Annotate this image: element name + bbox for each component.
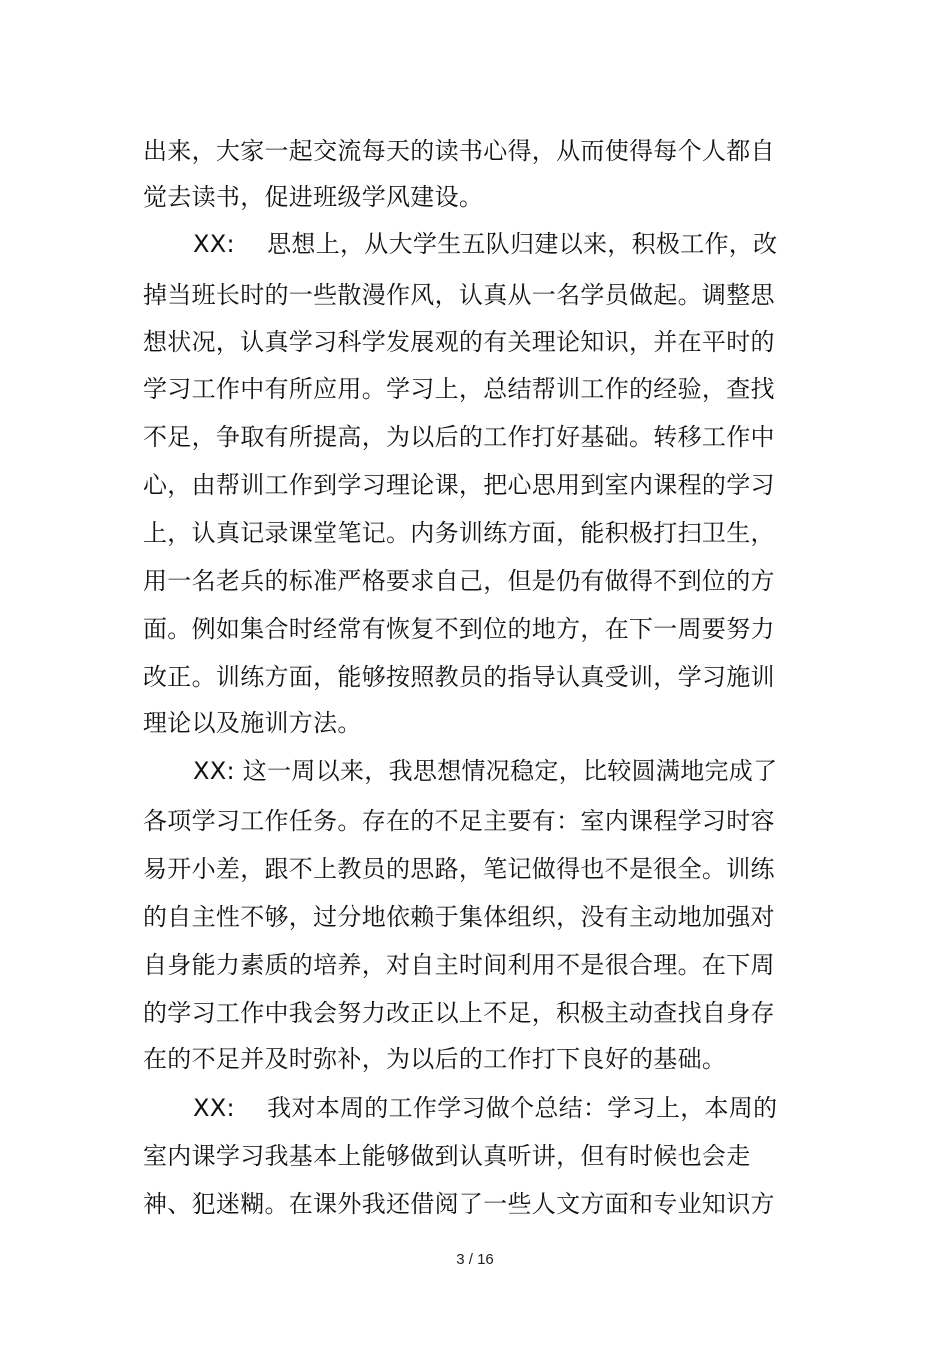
page-number: 3 / 16	[456, 1251, 494, 1268]
text-line: 理论以及施训方法。	[143, 709, 362, 737]
text-line: 掉当班长时的一些散漫作风，认真从一名学员做起。调整思	[143, 281, 775, 309]
text-line: 改正。训练方面，能够按照教员的指导认真受训，学习施训	[143, 663, 775, 691]
paragraph-start-line: XX: 我对本周的工作学习做个总结：学习上，本周的	[193, 1094, 778, 1122]
paragraph-start-line: XX: 思想上，从大学生五队归建以来，积极工作，改	[193, 230, 778, 258]
text-line: 神、犯迷糊。在课外我还借阅了一些人文方面和专业知识方	[143, 1190, 775, 1218]
text-line: 易开小差，跟不上教员的思路，笔记做得也不是很全。训练	[143, 855, 775, 883]
text-line: 学习工作中有所应用。学习上，总结帮训工作的经验，查找	[143, 375, 775, 403]
text-line: 的自主性不够，过分地依赖于集体组织，没有主动地加强对	[143, 903, 775, 931]
text-line: 上，认真记录课堂笔记。内务训练方面，能积极打扫卫生，	[143, 519, 775, 547]
text-line: 心，由帮训工作到学习理论课，把心思用到室内课程的学习	[143, 471, 775, 499]
text-line: 不足，争取有所提高，为以后的工作打好基础。转移工作中	[143, 423, 775, 451]
text-line: 自身能力素质的培养，对自主时间利用不是很合理。在下周	[143, 951, 775, 979]
text-line: 面。例如集合时经常有恢复不到位的地方，在下一周要努力	[143, 615, 775, 643]
text-line: 出来，大家一起交流每天的读书心得，从而使得每个人都自	[143, 137, 775, 165]
text-line: 在的不足并及时弥补，为以后的工作打下良好的基础。	[143, 1045, 727, 1073]
paragraph-start-line: XX: 这一周以来，我思想情况稳定，比较圆满地完成了	[193, 757, 778, 785]
text-line: 用一名老兵的标准严格要求自己，但是仍有做得不到位的方	[143, 567, 775, 595]
text-line: 想状况，认真学习科学发展观的有关理论知识，并在平时的	[143, 328, 775, 356]
text-line: 各项学习工作任务。存在的不足主要有：室内课程学习时容	[143, 807, 775, 835]
text-line: 的学习工作中我会努力改正以上不足，积极主动查找自身存	[143, 999, 775, 1027]
text-line: 室内课学习我基本上能够做到认真听讲，但有时候也会走	[143, 1142, 751, 1170]
text-line: 觉去读书，促进班级学风建设。	[143, 183, 484, 211]
